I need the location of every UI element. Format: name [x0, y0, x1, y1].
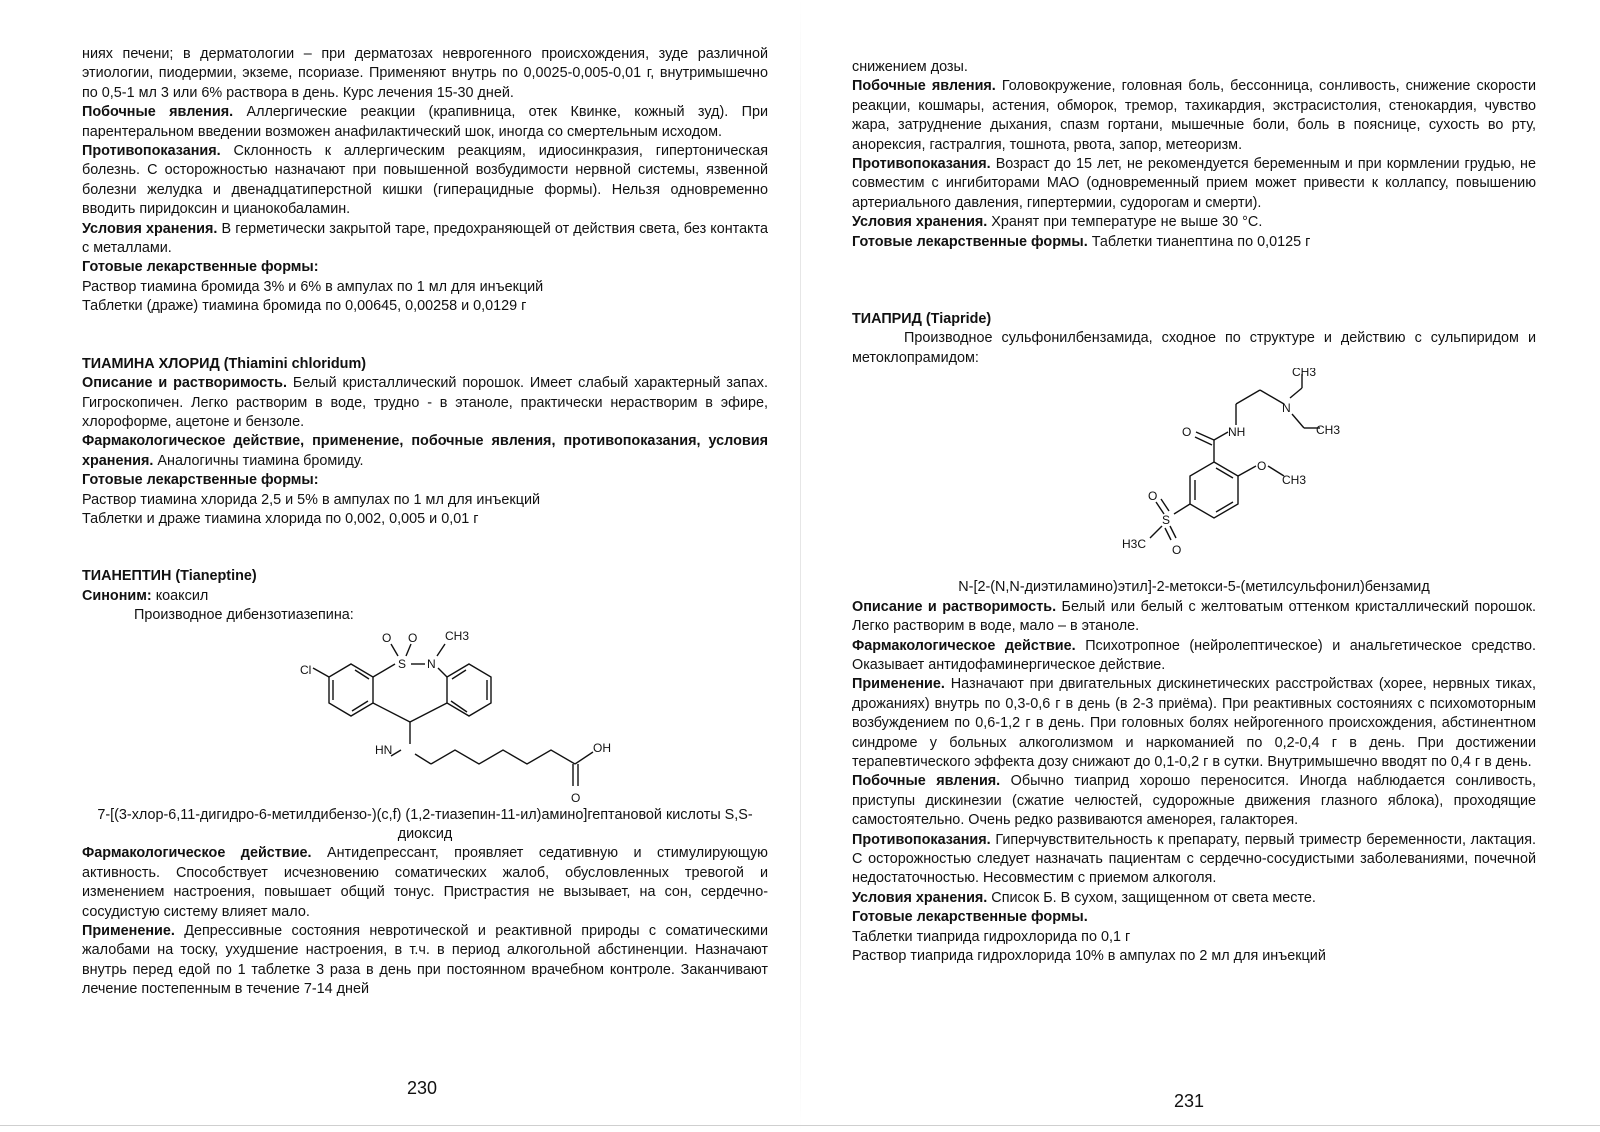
use-text: Назначают при двигательных дискинетических расстройствах (хорее, нервных тиках, дрожаниях) внутрь по 0,3-0,6 г в день (в 2-3 приёма). При реактивных состояниях с психомоторным возбуждением по 0,6-1,2 г в день. При головных болях нейрогенного происхождения, абстинентном синдроме у больных алкоголизмом и наркоманией по 0,2-0,4 г в день. При достижении терапевтического эффекта дозу снижают до 0,1-0,2 г в сутки. Внутримышечно вводят по 0,4 г в день.	[852, 676, 1536, 770]
atom-s: S	[398, 656, 407, 671]
contraindications-label: Противопоказания.	[82, 143, 221, 160]
atom-oh: OH	[593, 740, 611, 755]
description-text: Белый кристаллический порошок. Имеет слабый характерный запах. Гигроскопичен. Легко растворим в воде, трудно - в этаноле, практически нерастворим в эфире, хлороформе, ацетоне и бензоле.	[82, 375, 769, 430]
side-effects-paragraph	[852, 77, 1536, 155]
description-label: Описание и растворимость.	[82, 375, 287, 392]
atom-ch3: CH3	[1292, 368, 1317, 380]
pharmacology-label: Фармакологическое действие.	[852, 637, 1076, 654]
storage-text: Список Б. В сухом, защищенном от света месте.	[987, 889, 1316, 906]
section-title-tiapride: ТИАПРИД (Tiapride)	[852, 311, 992, 328]
pharmacology-label: Фармакологическое действие.	[82, 845, 312, 862]
side-effects-paragraph	[82, 103, 768, 142]
pharmacology-paragraph	[852, 637, 1536, 676]
storage-text: Хранят при температуре не выше 30 °С.	[987, 214, 1263, 231]
side-effects-text: Аллергические реакции (крапивница, отек Квинке, кожный зуд). При парентеральном введении возможен анафилактический шок, иногда со смертельным исходом.	[82, 104, 768, 140]
contraindications-text: Возраст до 15 лет, не рекомендуется беременным и при кормлении грудью, не совместим с ингибиторами МАО (одновременный прием может привести к коллапсу, повышению артериального давления, гипертермии, судорогам и смерти).	[852, 156, 1536, 211]
pharmacology-paragraph	[82, 432, 768, 471]
pharmacology-label: Фармакологическое действие, применение, побочные явления, противопоказания, условия хранения.	[82, 433, 768, 469]
forms-label: Готовые лекарственные формы.	[852, 909, 1088, 926]
description-paragraph	[82, 374, 768, 432]
use-paragraph	[82, 922, 768, 1000]
chemical-name: 7-[(3-хлор-6,11-дигидро-6-метилдибензо-)(c,f) (1,2-тиазепин-11-ил)амино]гептановой кислоты S,S-диоксид	[97, 806, 753, 842]
contraindications-text: Склонность к аллергическим реакциям, идиосинкразия, гипертоническая болезнь. С осторожностью назначают при повышенной возбудимости нервной системы, язвенной болезни желудка и двенадцатиперстной кишки (гиперацидные формы). Нельзя одновременно вводить пиридоксин и цианокобаламин.	[82, 143, 768, 218]
atom-ch3: CH3	[1316, 423, 1341, 438]
use-label: Применение.	[852, 676, 945, 693]
atom-ch3: CH3	[445, 628, 470, 643]
use-paragraph	[852, 675, 1536, 772]
atom-o: O	[1257, 459, 1267, 474]
atom-o: O	[1148, 489, 1158, 504]
use-label: Применение.	[82, 923, 175, 939]
left-page	[82, 45, 768, 1000]
atom-ch3: CH3	[1282, 473, 1307, 488]
contraindications-text: Гиперчувствительность к препарату, первый триместр беременности, лактация. С осторожностью следует назначать пациентам с сердечно-сосудистыми заболеваниями, почечной недостаточностью. Несовместим с приемом алкоголя.	[852, 831, 1536, 887]
synonym-line	[82, 587, 768, 606]
form-item: Раствор тиамина бромида 3% и 6% в ампулах по 1 мл для инъекций	[82, 278, 544, 295]
chemical-name: N-[2-(N,N-диэтиламино)этил]-2-метокси-5-(метилсульфонил)бензамид	[958, 579, 1430, 596]
pharmacology-text: Аналогичны тиамина бромиду.	[153, 452, 364, 469]
side-effects-label: Побочные явления.	[82, 104, 234, 121]
section-title-thiamine-chloride: ТИАМИНА ХЛОРИД (Thiamini chloridum)	[82, 355, 367, 372]
atom-nh: NH	[1228, 425, 1246, 440]
atom-n: N	[1282, 401, 1291, 416]
derivative-line: Производное дибензотиазепина:	[134, 607, 354, 624]
pharmacology-text: Психотропное (нейролептическое) и анальгетическое средство. Оказывает антидофаминергическое действие.	[852, 637, 1536, 673]
use-text: Депрессивные состояния невротической и реактивной природы с соматическими жалобами на тоску, ухудшение настроения, в т.ч. в период алкогольной абстиненции. Назначают внутрь перед едой по 1 таблетке 3 раза в день при постоянном врачебном контроле. Заканчивают лечение постепенным в течение 7-14 дней	[82, 923, 768, 998]
page-number: 230	[407, 1078, 438, 1098]
storage-paragraph	[852, 213, 1536, 232]
atom-hn: HN	[375, 742, 393, 757]
section-title-tianeptine: ТИАНЕПТИН (Tianeptine)	[82, 568, 257, 585]
side-effects-text: Обычно тиаприд хорошо переносится. Иногда наблюдается сонливость, приступы дискинезии (сжатие челюстей, судорожные движения глазного яблока), проходящие самостоятельно. Очень редко развиваются аменорея, галакторея.	[852, 773, 1536, 829]
pharmacology-paragraph	[82, 844, 768, 922]
form-item: Таблетки и драже тиамина хлорида по 0,002, 0,005 и 0,01 г	[82, 510, 479, 527]
atom-o: O	[1172, 543, 1182, 558]
description-label: Описание и растворимость.	[852, 598, 1057, 615]
synonym-label: Синоним:	[82, 587, 152, 604]
atom-o: O	[1182, 425, 1192, 440]
forms-text: Таблетки тианептина по 0,0125 г	[1087, 233, 1311, 250]
derivative-line: Производное сульфонилбензамида, сходное по структуре и действию с сульпиридом и метоклопрамидом:	[852, 330, 1536, 366]
page-number: 231	[1174, 1091, 1205, 1111]
bottom-rule	[0, 1125, 1600, 1126]
forms-label: Готовые лекарственные формы:	[82, 472, 319, 489]
page-fold	[800, 0, 801, 1132]
storage-paragraph	[82, 220, 768, 259]
storage-label: Условия хранения.	[82, 220, 218, 237]
atom-cl: Cl	[300, 662, 312, 677]
form-item: Таблетки тиаприда гидрохлорида по 0,1 г	[852, 928, 1131, 945]
tianeptine-structure	[205, 626, 645, 806]
description-text: Белый или белый с желтоватым оттенком кристаллический порошок. Легко растворим в воде, мало – в этаноле.	[852, 598, 1536, 635]
forms-label: Готовые лекарственные формы.	[852, 233, 1088, 250]
atom-s: S	[1162, 513, 1171, 528]
atom-o: O	[408, 630, 418, 645]
pharmacology-text: Антидепрессант, проявляет седативную и стимулирующую активность. Способствует исчезновению соматических жалоб, обусловленных тревогой и изменением настроения, повышает общий тонус. Пристрастия не вызывает, на сон, сердечно-сосудистую систему влияет мало.	[82, 845, 768, 920]
side-effects-label: Побочные явления.	[852, 773, 1001, 790]
form-item: Раствор тиаприда гидрохлорида 10% в ампулах по 2 мл для инъекций	[852, 948, 1326, 964]
contraindications-paragraph	[852, 831, 1536, 889]
paragraph-continuation: ниях печени; в дерматологии – при дерматозах неврогенного происхождения, зуде различной этиологии, пиодермии, экземе, псориазе. Применяют внутрь по 0,0025-0,005-0,01 г, внутримышечно по 0,5-1 мл 3 или 6% раствора в день. Курс лечения 15-30 дней.	[82, 46, 768, 101]
storage-paragraph	[852, 889, 1536, 908]
atom-h3c: H3C	[1122, 537, 1147, 552]
paragraph-continuation: снижением дозы.	[852, 59, 968, 75]
storage-text: В герметически закрытой таре, предохраняющей от действия света, без контакта с металлами.	[82, 220, 768, 257]
side-effects-label: Побочные явления.	[852, 78, 996, 95]
synonym-text: коаксил	[151, 587, 209, 604]
storage-label: Условия хранения.	[852, 889, 988, 906]
forms-label: Готовые лекарственные формы:	[82, 259, 319, 276]
form-item: Раствор тиамина хлорида 2,5 и 5% в ампулах по 1 мл для инъекций	[82, 491, 541, 508]
contraindications-paragraph	[82, 142, 768, 220]
contraindications-label: Противопоказания.	[852, 831, 991, 848]
atom-o: O	[571, 790, 581, 805]
atom-o: O	[382, 630, 392, 645]
storage-label: Условия хранения.	[852, 214, 988, 231]
contraindications-paragraph	[852, 155, 1536, 213]
atom-n: N	[427, 656, 436, 671]
side-effects-paragraph	[852, 772, 1536, 830]
form-item: Таблетки (драже) тиамина бромида по 0,00645, 0,00258 и 0,0129 г	[82, 298, 527, 315]
tiapride-structure	[984, 368, 1404, 578]
forms-paragraph	[852, 233, 1536, 252]
contraindications-label: Противопоказания.	[852, 156, 991, 173]
right-page	[852, 58, 1536, 966]
side-effects-text: Головокружение, головная боль, бессонница, сонливость, снижение скорости реакции, кошмары, астения, обморок, тремор, тахикардия, экстрасистолия, стенокардия, чувство жара, затруднение дыхания, спазм гортани, мышечные боли, боль в пояснице, сухость во рту, анорексия, гастралгия, тошнота, рвота, запор, метеоризм.	[852, 78, 1536, 153]
description-paragraph	[852, 598, 1536, 637]
